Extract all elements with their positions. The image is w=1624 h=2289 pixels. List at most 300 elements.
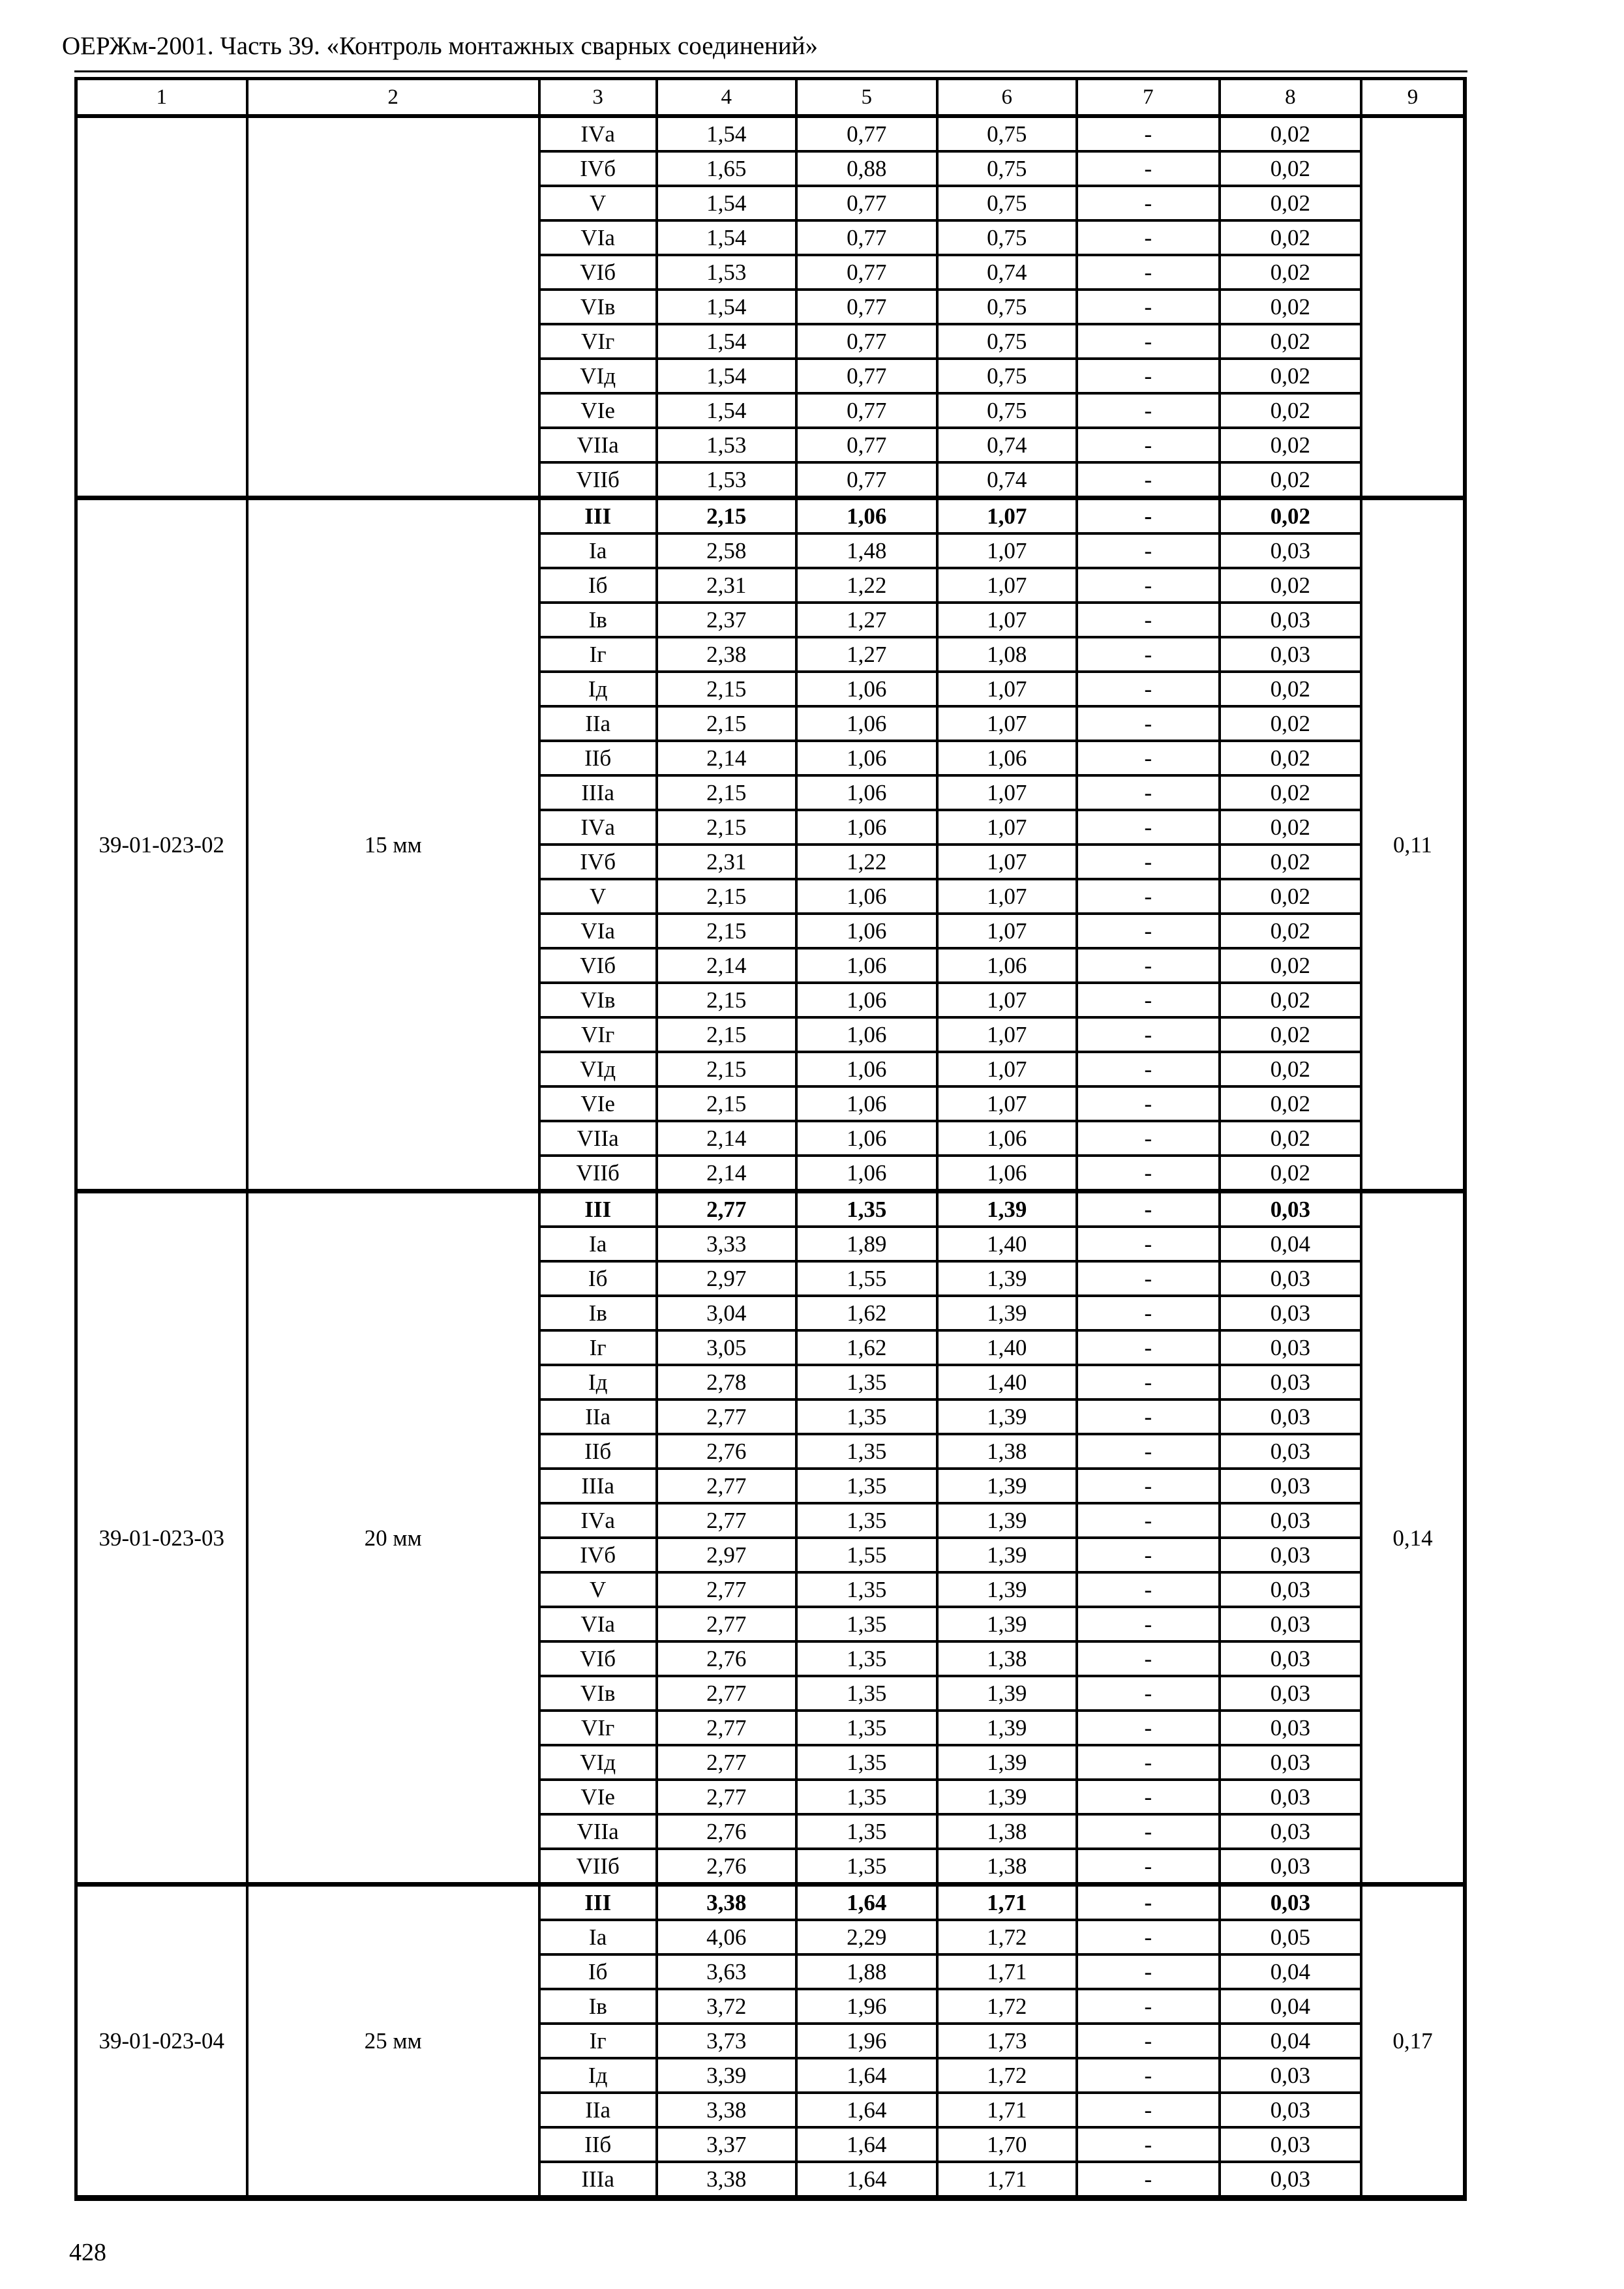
value-cell: 2,77 <box>657 1572 796 1607</box>
value-cell: 1,06 <box>796 498 937 534</box>
code-cell: 39-01-023-02 <box>76 498 247 1191</box>
category-cell: IIа <box>539 2093 657 2127</box>
value-cell: - <box>1077 1989 1220 2024</box>
value-cell: 1,96 <box>796 1989 937 2024</box>
value-cell: 1,71 <box>937 1885 1077 1921</box>
value-cell: - <box>1077 1745 1220 1780</box>
category-cell: IVа <box>539 116 657 151</box>
value-cell: 2,14 <box>657 741 796 775</box>
value-cell: 3,33 <box>657 1227 796 1261</box>
value-cell: - <box>1077 568 1220 603</box>
value-cell: 0,02 <box>1220 948 1361 983</box>
value-cell: 1,35 <box>796 1191 937 1227</box>
value-cell: - <box>1077 2058 1220 2093</box>
value-cell: 2,14 <box>657 1121 796 1156</box>
category-cell: VIд <box>539 359 657 393</box>
category-cell: V <box>539 186 657 220</box>
value-cell: 2,29 <box>796 1920 937 1954</box>
value-cell: 2,37 <box>657 603 796 637</box>
value-cell: 0,88 <box>796 151 937 186</box>
value-cell: 2,77 <box>657 1780 796 1814</box>
value-cell: 1,39 <box>937 1191 1077 1227</box>
value-cell: 1,38 <box>937 1814 1077 1849</box>
value-cell: 1,06 <box>796 914 937 948</box>
value-cell: 1,07 <box>937 706 1077 741</box>
value-cell: 0,77 <box>796 359 937 393</box>
value-cell: 0,03 <box>1220 1538 1361 1572</box>
value-cell: 0,02 <box>1220 186 1361 220</box>
value-cell: 1,35 <box>796 1711 937 1745</box>
category-cell: VIг <box>539 1017 657 1052</box>
category-cell: V <box>539 1572 657 1607</box>
value-cell: 0,02 <box>1220 393 1361 428</box>
value-cell: 1,07 <box>937 1052 1077 1086</box>
value-cell: 1,07 <box>937 810 1077 845</box>
value-cell: 1,39 <box>937 1711 1077 1745</box>
value-cell: - <box>1077 603 1220 637</box>
value-cell: 0,02 <box>1220 810 1361 845</box>
value-cell: 0,05 <box>1220 1920 1361 1954</box>
category-cell: Iб <box>539 568 657 603</box>
value-cell: 1,22 <box>796 568 937 603</box>
value-cell: 1,38 <box>937 1434 1077 1469</box>
value-cell: - <box>1077 2127 1220 2162</box>
value-cell: 2,15 <box>657 1017 796 1052</box>
category-cell: Iг <box>539 2024 657 2058</box>
value-cell: 1,35 <box>796 1641 937 1676</box>
value-cell: 0,77 <box>796 462 937 498</box>
category-cell: IVб <box>539 151 657 186</box>
value-cell: 1,06 <box>796 741 937 775</box>
value-cell: 0,74 <box>937 255 1077 290</box>
value-cell: 1,39 <box>937 1607 1077 1641</box>
value-cell: 0,02 <box>1220 775 1361 810</box>
value-cell: 1,72 <box>937 1920 1077 1954</box>
norm-cell: 0,14 <box>1361 1191 1465 1885</box>
value-cell: 3,39 <box>657 2058 796 2093</box>
value-cell: 0,03 <box>1220 1296 1361 1330</box>
category-cell: Iа <box>539 1227 657 1261</box>
value-cell: 0,03 <box>1220 1885 1361 1921</box>
value-cell: - <box>1077 1607 1220 1641</box>
value-cell: 1,07 <box>937 533 1077 568</box>
value-cell: 0,75 <box>937 116 1077 151</box>
value-cell: 1,53 <box>657 428 796 462</box>
value-cell: - <box>1077 1330 1220 1365</box>
header-col-9: 9 <box>1361 79 1465 117</box>
value-cell: 0,77 <box>796 220 937 255</box>
category-cell: VIIб <box>539 1156 657 1191</box>
value-cell: - <box>1077 1849 1220 1885</box>
category-cell: Iд <box>539 2058 657 2093</box>
value-cell: - <box>1077 498 1220 534</box>
size-cell: 25 мм <box>247 1885 539 2198</box>
value-cell: 2,77 <box>657 1711 796 1745</box>
double-rule-top-line <box>74 70 1467 72</box>
value-cell: - <box>1077 1365 1220 1399</box>
value-cell: 1,35 <box>796 1572 937 1607</box>
value-cell: 0,77 <box>796 255 937 290</box>
value-cell: - <box>1077 672 1220 706</box>
header-col-2: 2 <box>247 79 539 117</box>
header-col-7: 7 <box>1077 79 1220 117</box>
value-cell: 3,04 <box>657 1296 796 1330</box>
norm-cell <box>1361 116 1465 498</box>
value-cell: 1,71 <box>937 2162 1077 2198</box>
value-cell: - <box>1077 2162 1220 2198</box>
value-cell: 1,06 <box>796 948 937 983</box>
value-cell: 1,07 <box>937 983 1077 1017</box>
value-cell: 1,53 <box>657 255 796 290</box>
category-cell: VIIб <box>539 462 657 498</box>
table-row <box>76 116 1466 151</box>
value-cell: 0,75 <box>937 393 1077 428</box>
value-cell: 0,75 <box>937 324 1077 359</box>
code-cell: 39-01-023-03 <box>76 1191 247 1885</box>
value-cell: 1,39 <box>937 1745 1077 1780</box>
value-cell: 1,64 <box>796 1885 937 1921</box>
value-cell: 1,54 <box>657 359 796 393</box>
category-cell: VIа <box>539 914 657 948</box>
value-cell: 1,55 <box>796 1538 937 1572</box>
value-cell: 0,02 <box>1220 220 1361 255</box>
category-cell: Iв <box>539 603 657 637</box>
value-cell: - <box>1077 637 1220 672</box>
value-cell: 1,39 <box>937 1399 1077 1434</box>
value-cell: 2,77 <box>657 1399 796 1434</box>
value-cell: 1,07 <box>937 672 1077 706</box>
value-cell: 1,54 <box>657 220 796 255</box>
value-cell: 1,07 <box>937 498 1077 534</box>
value-cell: 1,39 <box>937 1572 1077 1607</box>
value-cell: 2,15 <box>657 1052 796 1086</box>
value-cell: 0,03 <box>1220 1365 1361 1399</box>
value-cell: 0,03 <box>1220 603 1361 637</box>
value-cell: 2,15 <box>657 706 796 741</box>
category-cell: VIб <box>539 948 657 983</box>
value-cell: 1,35 <box>796 1814 937 1849</box>
category-cell: VIг <box>539 1711 657 1745</box>
value-cell: - <box>1077 462 1220 498</box>
value-cell: 0,02 <box>1220 1121 1361 1156</box>
value-cell: - <box>1077 1017 1220 1052</box>
value-cell: 1,48 <box>796 533 937 568</box>
value-cell: 0,03 <box>1220 1745 1361 1780</box>
value-cell: - <box>1077 1399 1220 1434</box>
value-cell: 2,15 <box>657 914 796 948</box>
header-col-3: 3 <box>539 79 657 117</box>
category-cell: VIд <box>539 1052 657 1086</box>
value-cell: - <box>1077 1191 1220 1227</box>
value-cell: 1,73 <box>937 2024 1077 2058</box>
value-cell: 1,07 <box>937 1086 1077 1121</box>
norm-cell: 0,17 <box>1361 1885 1465 2198</box>
value-cell: 0,02 <box>1220 568 1361 603</box>
value-cell: 1,39 <box>937 1261 1077 1296</box>
value-cell: 3,37 <box>657 2127 796 2162</box>
value-cell: 0,74 <box>937 462 1077 498</box>
value-cell: 3,38 <box>657 2162 796 2198</box>
value-cell: - <box>1077 706 1220 741</box>
value-cell: 1,71 <box>937 2093 1077 2127</box>
value-cell: 1,40 <box>937 1330 1077 1365</box>
category-cell: IVб <box>539 845 657 879</box>
category-cell: IIб <box>539 2127 657 2162</box>
value-cell: 0,03 <box>1220 1814 1361 1849</box>
norm-table-body <box>76 116 1466 2198</box>
category-cell: IIб <box>539 1434 657 1469</box>
value-cell: 1,06 <box>796 983 937 1017</box>
value-cell: - <box>1077 1780 1220 1814</box>
category-cell: Iа <box>539 1920 657 1954</box>
category-cell: VIе <box>539 393 657 428</box>
size-cell <box>247 116 539 498</box>
category-cell: IVб <box>539 1538 657 1572</box>
value-cell: 1,64 <box>796 2162 937 2198</box>
value-cell: 0,03 <box>1220 1572 1361 1607</box>
value-cell: - <box>1077 1052 1220 1086</box>
value-cell: 0,03 <box>1220 1676 1361 1711</box>
category-cell: Iа <box>539 533 657 568</box>
value-cell: 0,03 <box>1220 1434 1361 1469</box>
category-cell: VIIа <box>539 1814 657 1849</box>
value-cell: - <box>1077 1121 1220 1156</box>
value-cell: 1,08 <box>937 637 1077 672</box>
value-cell: 0,75 <box>937 220 1077 255</box>
value-cell: - <box>1077 1814 1220 1849</box>
value-cell: 1,54 <box>657 324 796 359</box>
value-cell: 2,76 <box>657 1434 796 1469</box>
header-col-6: 6 <box>937 79 1077 117</box>
category-cell: IIб <box>539 741 657 775</box>
value-cell: - <box>1077 1920 1220 1954</box>
header-row <box>76 79 1466 117</box>
value-cell: 1,06 <box>796 879 937 914</box>
value-cell: 0,02 <box>1220 116 1361 151</box>
value-cell: 0,75 <box>937 359 1077 393</box>
norm-table-header <box>76 79 1466 117</box>
size-cell: 15 мм <box>247 498 539 1191</box>
value-cell: 3,73 <box>657 2024 796 2058</box>
value-cell: 1,40 <box>937 1227 1077 1261</box>
value-cell: 0,77 <box>796 324 937 359</box>
value-cell: - <box>1077 1538 1220 1572</box>
value-cell: 2,31 <box>657 845 796 879</box>
value-cell: 0,04 <box>1220 2024 1361 2058</box>
value-cell: 1,06 <box>796 1156 937 1191</box>
value-cell: 2,77 <box>657 1503 796 1538</box>
value-cell: 0,02 <box>1220 498 1361 534</box>
category-cell: Iв <box>539 1989 657 2024</box>
value-cell: 0,03 <box>1220 1191 1361 1227</box>
category-cell: VIг <box>539 324 657 359</box>
category-cell: VIб <box>539 1641 657 1676</box>
value-cell: 1,06 <box>937 948 1077 983</box>
category-cell: Iг <box>539 637 657 672</box>
category-cell: Iг <box>539 1330 657 1365</box>
value-cell: 1,35 <box>796 1469 937 1503</box>
size-cell: 20 мм <box>247 1191 539 1885</box>
table-row <box>76 1191 1466 1227</box>
value-cell: 0,04 <box>1220 1954 1361 1989</box>
value-cell: 0,02 <box>1220 324 1361 359</box>
value-cell: 2,77 <box>657 1469 796 1503</box>
value-cell: 0,02 <box>1220 255 1361 290</box>
value-cell: 0,02 <box>1220 359 1361 393</box>
value-cell: 2,15 <box>657 775 796 810</box>
value-cell: 2,15 <box>657 1086 796 1121</box>
value-cell: 1,65 <box>657 151 796 186</box>
value-cell: 1,54 <box>657 116 796 151</box>
value-cell: 0,02 <box>1220 151 1361 186</box>
value-cell: 2,31 <box>657 568 796 603</box>
value-cell: 2,38 <box>657 637 796 672</box>
value-cell: 2,76 <box>657 1814 796 1849</box>
value-cell: 1,39 <box>937 1676 1077 1711</box>
value-cell: - <box>1077 1227 1220 1261</box>
value-cell: 1,64 <box>796 2127 937 2162</box>
value-cell: 0,02 <box>1220 290 1361 324</box>
value-cell: 1,38 <box>937 1641 1077 1676</box>
value-cell: 0,03 <box>1220 1780 1361 1814</box>
value-cell: 1,07 <box>937 568 1077 603</box>
table-row <box>76 498 1466 534</box>
value-cell: 1,62 <box>796 1330 937 1365</box>
value-cell: 0,02 <box>1220 1017 1361 1052</box>
value-cell: - <box>1077 1156 1220 1191</box>
value-cell: - <box>1077 1572 1220 1607</box>
value-cell: 0,03 <box>1220 2127 1361 2162</box>
value-cell: 1,27 <box>796 637 937 672</box>
value-cell: 0,02 <box>1220 879 1361 914</box>
table-row <box>76 1885 1466 1921</box>
value-cell: - <box>1077 775 1220 810</box>
value-cell: 1,35 <box>796 1849 937 1885</box>
value-cell: - <box>1077 324 1220 359</box>
header-col-8: 8 <box>1220 79 1361 117</box>
value-cell: 1,89 <box>796 1227 937 1261</box>
value-cell: 2,76 <box>657 1641 796 1676</box>
value-cell: - <box>1077 1641 1220 1676</box>
category-cell: IIIа <box>539 1469 657 1503</box>
value-cell: 1,39 <box>937 1469 1077 1503</box>
value-cell: - <box>1077 879 1220 914</box>
value-cell: 2,15 <box>657 810 796 845</box>
value-cell: 3,38 <box>657 2093 796 2127</box>
value-cell: 1,35 <box>796 1745 937 1780</box>
value-cell: - <box>1077 983 1220 1017</box>
value-cell: 0,03 <box>1220 1849 1361 1885</box>
category-cell: IIIа <box>539 775 657 810</box>
category-cell: VIIа <box>539 428 657 462</box>
value-cell: 1,35 <box>796 1503 937 1538</box>
value-cell: 1,35 <box>796 1607 937 1641</box>
category-cell: Iб <box>539 1261 657 1296</box>
header-col-1: 1 <box>76 79 247 117</box>
value-cell: 0,77 <box>796 290 937 324</box>
value-cell: - <box>1077 2093 1220 2127</box>
value-cell: 1,07 <box>937 845 1077 879</box>
value-cell: 1,07 <box>937 1017 1077 1052</box>
value-cell: 1,39 <box>937 1538 1077 1572</box>
value-cell: 1,06 <box>937 1121 1077 1156</box>
category-cell: III <box>539 1885 657 1921</box>
value-cell: 1,07 <box>937 775 1077 810</box>
value-cell: 0,77 <box>796 116 937 151</box>
value-cell: 1,71 <box>937 1954 1077 1989</box>
value-cell: 2,78 <box>657 1365 796 1399</box>
value-cell: 1,72 <box>937 2058 1077 2093</box>
value-cell: 1,64 <box>796 2093 937 2127</box>
value-cell: - <box>1077 1711 1220 1745</box>
value-cell: 0,03 <box>1220 2093 1361 2127</box>
value-cell: - <box>1077 116 1220 151</box>
value-cell: 3,05 <box>657 1330 796 1365</box>
value-cell: 0,02 <box>1220 1156 1361 1191</box>
value-cell: 0,03 <box>1220 1330 1361 1365</box>
category-cell: IIа <box>539 1399 657 1434</box>
value-cell: - <box>1077 948 1220 983</box>
value-cell: - <box>1077 1676 1220 1711</box>
value-cell: - <box>1077 393 1220 428</box>
value-cell: 1,39 <box>937 1503 1077 1538</box>
value-cell: 3,38 <box>657 1885 796 1921</box>
value-cell: 2,15 <box>657 983 796 1017</box>
document-title: ОЕРЖм-2001. Часть 39. «Контроль монтажных сварных соединений» <box>62 32 818 60</box>
value-cell: 0,03 <box>1220 2162 1361 2198</box>
value-cell: 0,04 <box>1220 1989 1361 2024</box>
value-cell: 1,72 <box>937 1989 1077 2024</box>
value-cell: 0,03 <box>1220 2058 1361 2093</box>
value-cell: 0,77 <box>796 428 937 462</box>
value-cell: 1,35 <box>796 1434 937 1469</box>
value-cell: 1,35 <box>796 1676 937 1711</box>
value-cell: 1,62 <box>796 1296 937 1330</box>
category-cell: VIб <box>539 255 657 290</box>
value-cell: 3,63 <box>657 1954 796 1989</box>
value-cell: 0,02 <box>1220 741 1361 775</box>
value-cell: 1,22 <box>796 845 937 879</box>
value-cell: - <box>1077 845 1220 879</box>
value-cell: - <box>1077 428 1220 462</box>
category-cell: VIа <box>539 220 657 255</box>
value-cell: 0,74 <box>937 428 1077 462</box>
norm-cell: 0,11 <box>1361 498 1465 1191</box>
value-cell: - <box>1077 1086 1220 1121</box>
category-cell: Iв <box>539 1296 657 1330</box>
value-cell: 1,07 <box>937 603 1077 637</box>
value-cell: 2,14 <box>657 1156 796 1191</box>
value-cell: 0,02 <box>1220 672 1361 706</box>
value-cell: 0,03 <box>1220 1607 1361 1641</box>
value-cell: 2,76 <box>657 1849 796 1885</box>
category-cell: VIе <box>539 1780 657 1814</box>
category-cell: Iб <box>539 1954 657 1989</box>
value-cell: - <box>1077 810 1220 845</box>
value-cell: 0,03 <box>1220 533 1361 568</box>
value-cell: 3,72 <box>657 1989 796 2024</box>
value-cell: 4,06 <box>657 1920 796 1954</box>
category-cell: III <box>539 1191 657 1227</box>
value-cell: 1,64 <box>796 2058 937 2093</box>
value-cell: 0,02 <box>1220 706 1361 741</box>
value-cell: 1,06 <box>796 1086 937 1121</box>
value-cell: 1,55 <box>796 1261 937 1296</box>
category-cell: VIа <box>539 1607 657 1641</box>
code-cell <box>76 116 247 498</box>
value-cell: 1,27 <box>796 603 937 637</box>
value-cell: 1,38 <box>937 1849 1077 1885</box>
